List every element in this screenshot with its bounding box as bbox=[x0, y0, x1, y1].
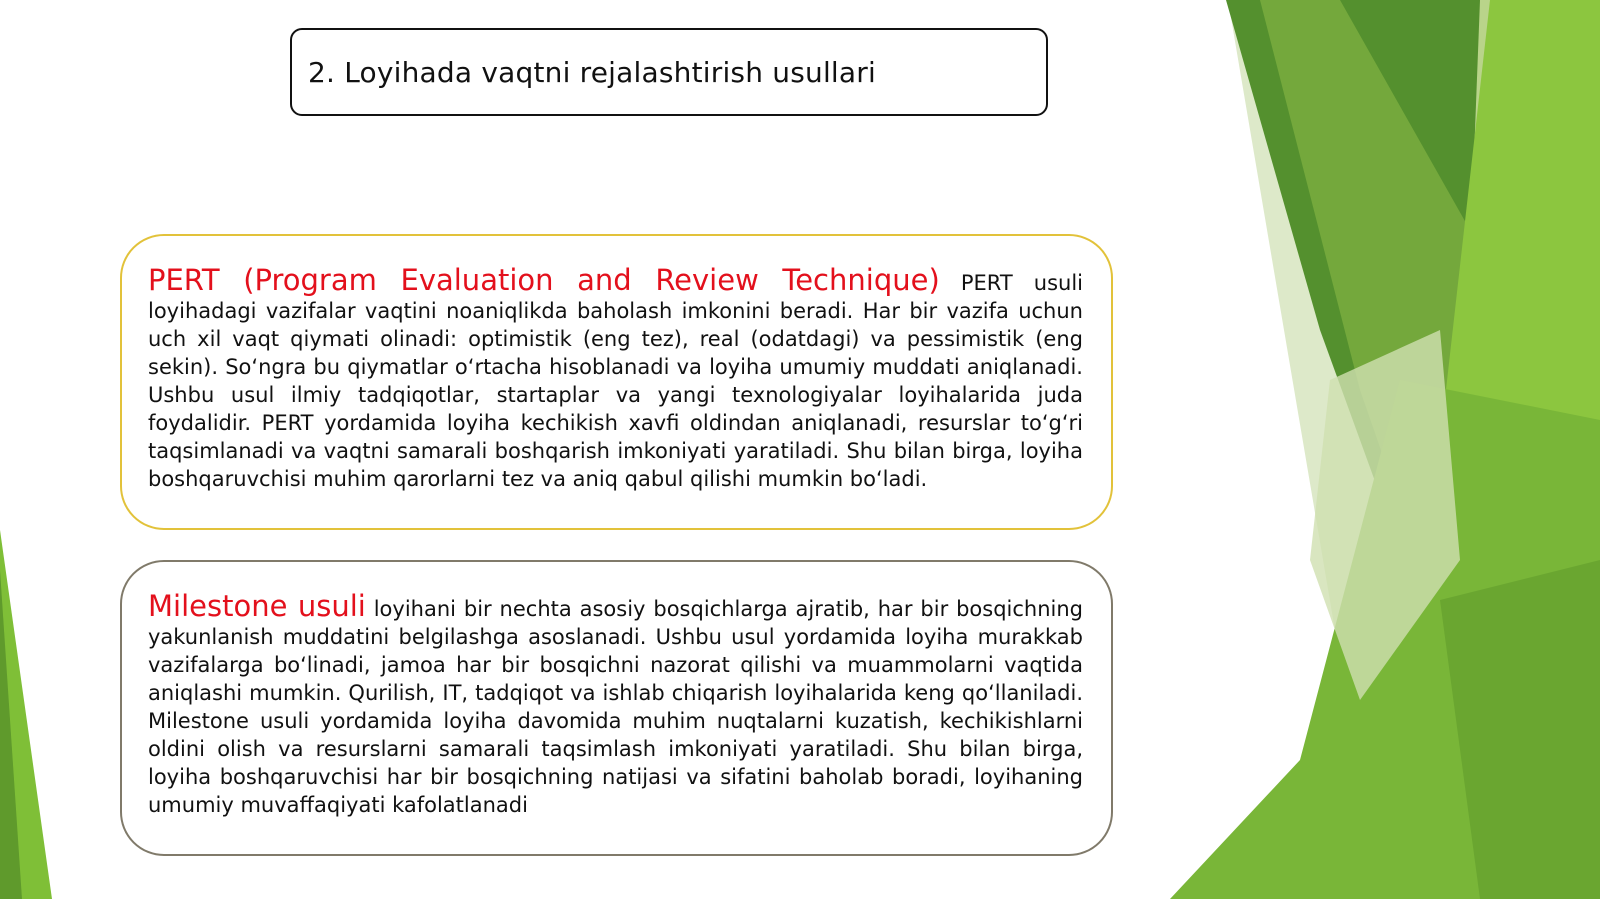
slide-title: 2. Loyihada vaqtni rejalashtirish usullari bbox=[308, 55, 876, 89]
pert-card bbox=[120, 234, 1113, 530]
milestone-card bbox=[120, 560, 1113, 856]
milestone-body: loyihani bir nechta asosiy bosqichlarga ajratib, har bir bosqichning yakunlanish muddatini belgilashga asoslanadi. Ushbu usul yordamida loyiha murakkab vazifalarga bo‘linadi, jamoa har bir bosqichni nazorat qilishi va muammolarni vaqtida aniqlashi mumkin. Qurilish, IT, tadqiqot va ishlab chiqarish loyihalarida keng qo‘llaniladi. Milestone usuli yordamida loyiha davomida muhim nuqtalarni kuzatish, kechikishlarni oldini olish va resurslarni samarali taqsimlash imkoniyati yaratiladi. Shu bilan birga, loyiha boshqaruvchisi har bir bosqichning natijasi va sifatini baholab boradi, loyihaning umumiy muvaffaqiyati kafolatlanadi bbox=[148, 597, 1084, 817]
milestone-heading: Milestone usuli bbox=[148, 589, 366, 623]
pert-paragraph bbox=[148, 263, 1083, 493]
milestone-paragraph bbox=[148, 589, 1084, 819]
pert-heading: PERT (Program Evaluation and Review Technique) bbox=[148, 263, 940, 297]
pert-body: PERT usuli loyihadagi vazifalar vaqtini noaniqlikda baholash imkonini beradi. Har bir vazifa uchun uch xil vaqt qiymati olinadi: optimistik (eng tez), real (odatdagi) va pessimistik (eng sekin). So‘ngra bu qiymatlar o‘rtacha hisoblanadi va loyiha umumiy muddati aniqlanadi. Ushbu usul ilmiy tadqiqotlar, startaplar va yangi texnologiyalar loyihalarida juda foydalidir. PERT yordamida loyiha kechikish xavfi oldindan aniqlanadi, resurslar to‘g‘ri taqsimlanadi va vaqtni samarali boshqarish imkoniyati yaratiladi. Shu bilan birga, loyiha boshqaruvchisi muhim qarorlarni tez va aniq qabul qilishi mumkin bo‘ladi. bbox=[148, 271, 1083, 491]
slide-title-box bbox=[290, 28, 1048, 116]
